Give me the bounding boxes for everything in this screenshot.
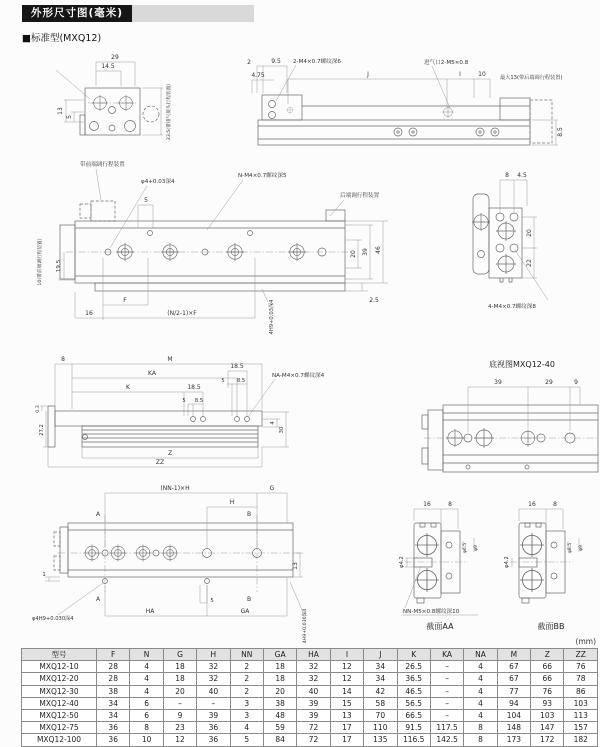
dim-label: 29 <box>111 54 119 61</box>
dim-label: 8.5 <box>194 398 204 404</box>
dim-cell: 173 <box>497 734 530 746</box>
drawing-rail-side-view <box>35 356 325 467</box>
table-row <box>22 710 598 722</box>
dim-cell: 12 <box>330 661 363 673</box>
dim-cell: 66 <box>531 673 564 685</box>
table-row <box>22 697 598 709</box>
table-row <box>22 661 598 673</box>
dim-label: 19.5 <box>56 259 62 273</box>
dim-cell: 14 <box>330 685 363 697</box>
dim-cell: 4 <box>130 673 163 685</box>
dim-label: 14.5 <box>101 63 115 70</box>
dim-cell: 147 <box>531 722 564 734</box>
dim-cell: 48 <box>263 710 296 722</box>
column-header: J <box>364 649 397 661</box>
dim-cell: 32 <box>197 673 230 685</box>
dim-cell: 9 <box>163 710 196 722</box>
dim-cell: 5 <box>230 734 263 746</box>
dim-cell: 2 <box>230 661 263 673</box>
dim-label: 5 <box>182 398 186 404</box>
dim-label: K <box>126 384 130 391</box>
dim-cell: 32 <box>297 673 330 685</box>
dim-cell: 34 <box>97 710 130 722</box>
section-title: 截面BB <box>537 622 565 631</box>
dim-cell: 4 <box>130 685 163 697</box>
dim-cell: 113 <box>564 710 598 722</box>
dim-label: 10 <box>478 71 486 78</box>
dim-cell: 23 <box>163 722 196 734</box>
dim-cell: 36 <box>97 734 130 746</box>
dim-cell: 28 <box>97 673 130 685</box>
dim-label: 5 <box>66 115 73 119</box>
dim-cell: 8 <box>464 734 497 746</box>
dia-label: φ8.5 <box>568 542 573 554</box>
column-header: ZZ <box>564 649 598 661</box>
port-note: 进气口2-M5×0.8 <box>424 60 469 66</box>
dim-cell: 103 <box>564 697 598 709</box>
column-header: F <box>97 649 130 661</box>
dim-cell: 72 <box>297 722 330 734</box>
column-header: I <box>330 649 363 661</box>
dim-label: I <box>459 71 461 78</box>
dim-label: 13 <box>292 562 299 570</box>
column-header: M <box>497 649 530 661</box>
dim-label: 16 <box>85 310 93 317</box>
drawing-bottom-view-40 <box>422 359 598 472</box>
column-header: Z <box>531 649 564 661</box>
dim-cell: 10 <box>130 734 163 746</box>
dim-label: H <box>229 499 235 506</box>
dim-cell: 17 <box>330 734 363 746</box>
dim-label: 8 <box>61 356 65 363</box>
dim-cell: – <box>163 697 196 709</box>
dim-cell: 12 <box>163 734 196 746</box>
dia-label: φ4.2 <box>399 556 405 568</box>
column-header: K <box>397 649 430 661</box>
dim-label: 16 <box>423 501 431 508</box>
drawing-title: 底视图MXQ12-40 <box>489 360 555 369</box>
dim-label: 8 <box>448 501 452 508</box>
dim-cell: 67 <box>497 661 530 673</box>
dim-label: 13 <box>57 107 64 115</box>
drawing-section-bb <box>504 501 584 631</box>
dim-label: 20 <box>526 229 533 237</box>
column-header: KA <box>430 649 463 661</box>
table-header-row <box>22 649 598 661</box>
note-label: 23.5(带排气接头行程装置) <box>167 83 172 141</box>
dim-cell: – <box>197 697 230 709</box>
model-cell: MXQ12-20 <box>22 673 97 685</box>
dim-label: 18.5 <box>230 363 244 370</box>
note-label: 最大13(带后端调行程装置) <box>500 75 563 81</box>
dim-label: 2 <box>247 59 251 66</box>
dia-label: φ9 <box>474 544 479 552</box>
drawing-section-aa <box>399 501 479 631</box>
dim-label: 5 <box>144 197 148 204</box>
column-header: HA <box>297 649 330 661</box>
thread-note: NN-M5×0.8螺纹深10 <box>403 609 460 615</box>
dim-label: 22 <box>526 259 533 267</box>
dim-cell: 84 <box>263 734 296 746</box>
dim-cell: 148 <box>497 722 530 734</box>
dim-cell: 103 <box>531 710 564 722</box>
dim-cell: 2 <box>230 685 263 697</box>
dim-cell: 17 <box>330 722 363 734</box>
dim-label: 1 <box>42 572 46 578</box>
dim-cell: 4 <box>464 661 497 673</box>
dim-label: 8 <box>505 172 509 179</box>
dim-cell: 4 <box>230 722 263 734</box>
dim-cell: 39 <box>297 697 330 709</box>
dim-cell: 78 <box>564 673 598 685</box>
dim-label: 46 <box>375 246 382 254</box>
drawing-end-section <box>472 172 548 310</box>
dim-cell: 77 <box>497 685 530 697</box>
dim-cell: 39 <box>197 710 230 722</box>
dim-cell: 34 <box>364 673 397 685</box>
dim-cell: 6 <box>130 710 163 722</box>
dimension-table <box>21 648 598 747</box>
dim-cell: 91.5 <box>397 722 430 734</box>
dim-label: 8.5 <box>557 127 564 137</box>
model-cell: MXQ12-40 <box>22 697 97 709</box>
dim-cell: 172 <box>531 734 564 746</box>
thread-note: NA-M4×0.7螺纹深4 <box>272 373 325 379</box>
dim-label: GA <box>240 608 250 615</box>
dia-label: φ9 <box>579 544 584 552</box>
dim-cell: 58 <box>364 697 397 709</box>
dim-cell: 93 <box>531 697 564 709</box>
dim-label: 0.3 <box>36 405 41 413</box>
unit-note: (mm) <box>575 637 596 646</box>
dowel-note: φ4H9+0.030深4 <box>32 616 74 622</box>
dia-label: φ6.5 <box>463 542 468 554</box>
dim-cell: 76 <box>531 685 564 697</box>
dim-cell: 36 <box>197 722 230 734</box>
dim-cell: 36 <box>97 722 130 734</box>
dim-label: 39 <box>494 379 502 386</box>
dim-label: KA <box>148 370 156 377</box>
dim-cell: 4 <box>464 697 497 709</box>
dim-cell: 2 <box>230 673 263 685</box>
dim-label: 18.5 <box>187 384 201 391</box>
dim-cell: 59 <box>263 722 296 734</box>
dim-label: 4.75 <box>251 72 265 79</box>
adjuster-note: 后端调行程装置 <box>340 193 380 199</box>
dim-label: G <box>269 485 275 492</box>
dim-label: Z <box>167 450 173 457</box>
table-row <box>22 734 598 746</box>
drawing-plan-view <box>36 160 388 334</box>
column-header: N <box>130 649 163 661</box>
model-cell: MXQ12-10 <box>22 661 97 673</box>
dim-cell: 8 <box>130 722 163 734</box>
dim-cell: 38 <box>97 685 130 697</box>
dim-cell: 86 <box>564 685 598 697</box>
dim-cell: – <box>430 685 463 697</box>
section-mark: A <box>95 596 101 603</box>
dim-cell: 56.5 <box>397 697 430 709</box>
dim-cell: 4 <box>130 661 163 673</box>
dim-label: 5 <box>210 598 214 604</box>
dowel-note: 4H9+0.030深4 <box>303 608 308 644</box>
dim-label: 39 <box>362 248 369 256</box>
section-title: 截面AA <box>426 622 454 631</box>
dim-cell: 3 <box>230 697 263 709</box>
dim-cell: 4 <box>464 673 497 685</box>
note-label: 10(带前端调行程装置) <box>38 238 43 286</box>
dim-cell: 110 <box>364 722 397 734</box>
drawing-front-view <box>56 54 172 140</box>
dim-label: (N/2-1)×F <box>167 310 197 317</box>
table-row <box>22 685 598 697</box>
dim-label: (NN-1)×H <box>160 485 190 492</box>
dim-cell: 15 <box>330 697 363 709</box>
dim-cell: 34 <box>364 661 397 673</box>
section-mark: B <box>246 511 252 518</box>
thread-note: 2-M4×0.7螺纹深6 <box>293 59 341 65</box>
column-header: 型号 <box>22 649 97 661</box>
dim-cell: 26.5 <box>397 661 430 673</box>
dim-label: M <box>167 356 173 363</box>
dim-cell: 12 <box>330 673 363 685</box>
dim-cell: 40 <box>297 685 330 697</box>
dim-cell: 66 <box>531 661 564 673</box>
dim-label: 29 <box>545 379 553 386</box>
dim-cell: 6 <box>130 697 163 709</box>
dim-cell: – <box>430 661 463 673</box>
dim-cell: 28 <box>97 661 130 673</box>
dim-label: ZZ <box>155 459 165 466</box>
dim-cell: 76 <box>564 661 598 673</box>
dim-cell: 46.5 <box>397 685 430 697</box>
dim-label: 9 <box>574 379 578 386</box>
dim-label: F <box>123 297 127 304</box>
dim-cell: 8 <box>464 722 497 734</box>
dim-cell: – <box>430 697 463 709</box>
model-subtitle: ■标准型(MXQ12) <box>22 33 102 44</box>
page-title: 外形尺寸图(毫米) <box>22 5 132 22</box>
dim-cell: 39 <box>297 710 330 722</box>
dim-cell: 4 <box>464 710 497 722</box>
adjuster-note: 带前端调行程装置 <box>80 162 125 168</box>
dim-cell: 142.5 <box>430 734 463 746</box>
dim-cell: 20 <box>163 685 196 697</box>
dim-cell: 18 <box>163 673 196 685</box>
dim-cell: 117.5 <box>430 722 463 734</box>
dim-cell: 4 <box>464 685 497 697</box>
dim-label: 16 <box>528 501 536 508</box>
dim-cell: 104 <box>497 710 530 722</box>
hole-note: φ4+0.03深4 <box>141 179 175 185</box>
drawing-side-view <box>247 57 564 145</box>
dim-label: J <box>367 71 369 78</box>
dim-label: 27.2 <box>39 424 45 436</box>
dim-label: 5 <box>221 378 225 384</box>
dowel-note: 4H9+0.03深4 <box>269 299 275 335</box>
section-mark: B <box>246 596 252 603</box>
dim-cell: 32 <box>297 661 330 673</box>
table-row <box>22 722 598 734</box>
section-mark: A <box>95 511 101 518</box>
dim-cell: 182 <box>564 734 598 746</box>
dim-label: 4 <box>270 421 276 425</box>
dim-cell: – <box>430 673 463 685</box>
dim-cell: 42 <box>364 685 397 697</box>
dim-cell: 135 <box>364 734 397 746</box>
column-header: H <box>197 649 230 661</box>
dim-label: 8 <box>553 501 557 508</box>
dim-cell: 70 <box>364 710 397 722</box>
table-row <box>22 673 598 685</box>
dim-label: 20 <box>350 250 357 258</box>
dim-cell: 18 <box>263 673 296 685</box>
dim-cell: 116.5 <box>397 734 430 746</box>
column-header: NA <box>464 649 497 661</box>
dim-cell: 36 <box>197 734 230 746</box>
model-cell: MXQ12-75 <box>22 722 97 734</box>
dim-cell: 36.5 <box>397 673 430 685</box>
thread-note: N-M4×0.7螺纹深5 <box>238 173 287 179</box>
dim-label: 9.5 <box>271 58 281 65</box>
dim-cell: 32 <box>197 661 230 673</box>
column-header: NN <box>230 649 263 661</box>
column-header: GA <box>263 649 296 661</box>
dia-label: φ4.2 <box>504 556 510 568</box>
dim-label: 2.5 <box>369 297 379 304</box>
dim-cell: 157 <box>564 722 598 734</box>
column-header: G <box>163 649 196 661</box>
model-cell: MXQ12-30 <box>22 685 97 697</box>
thread-note: 4-M4×0.7螺纹深8 <box>488 304 536 310</box>
dim-label: 4.5 <box>517 172 527 179</box>
model-cell: MXQ12-50 <box>22 710 97 722</box>
dim-label: HA <box>145 608 155 615</box>
dim-cell: 94 <box>497 697 530 709</box>
dim-cell: 3 <box>230 710 263 722</box>
dim-label: 30 <box>279 426 285 434</box>
drawing-mount-plan-view <box>32 485 308 643</box>
dim-cell: 34 <box>97 697 130 709</box>
dim-cell: 38 <box>263 697 296 709</box>
dim-cell: 18 <box>263 661 296 673</box>
dim-cell: 67 <box>497 673 530 685</box>
dim-cell: 18 <box>163 661 196 673</box>
dim-cell: 13 <box>330 710 363 722</box>
dim-cell: 20 <box>263 685 296 697</box>
dim-cell: 66.5 <box>397 710 430 722</box>
dim-label: 8.5 <box>236 378 246 384</box>
model-cell: MXQ12-100 <box>22 734 97 746</box>
dim-cell: 72 <box>297 734 330 746</box>
dim-cell: – <box>430 710 463 722</box>
dim-cell: 40 <box>197 685 230 697</box>
